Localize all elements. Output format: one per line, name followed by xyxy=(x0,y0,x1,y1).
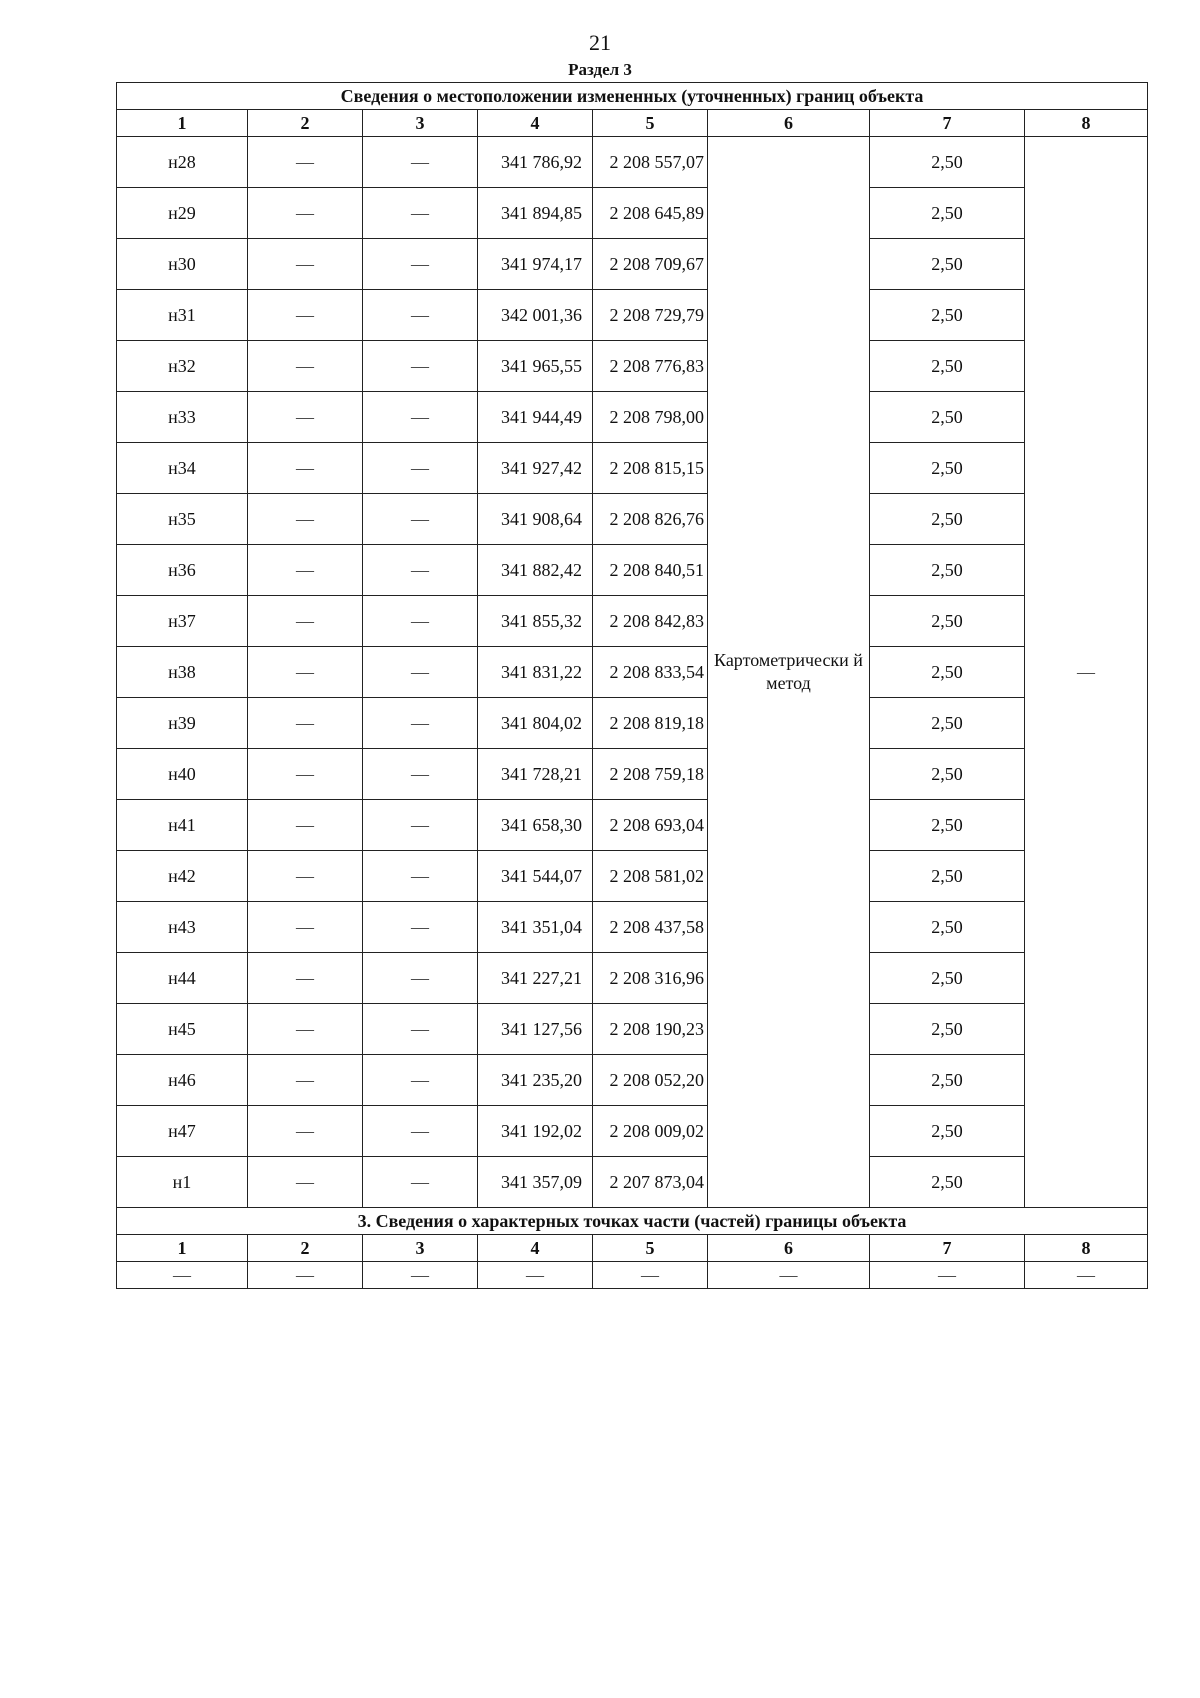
x-coordinate-cell: 341 831,22 xyxy=(478,647,593,698)
accuracy-cell: 2,50 xyxy=(870,902,1025,953)
table-row xyxy=(117,953,1148,1004)
point-name-cell: н1 xyxy=(117,1157,248,1208)
point-name-cell: н44 xyxy=(117,953,248,1004)
accuracy-cell: 2,50 xyxy=(870,1106,1025,1157)
col3-cell: — xyxy=(363,851,478,902)
table-title: Сведения о местоположении измененных (уточненных) границ объекта xyxy=(117,83,1148,110)
accuracy-cell: 2,50 xyxy=(870,290,1025,341)
y-coordinate-cell: 2 208 833,54 xyxy=(593,647,708,698)
accuracy-cell: 2,50 xyxy=(870,443,1025,494)
table-row xyxy=(117,698,1148,749)
point-name-cell: н33 xyxy=(117,392,248,443)
subsection-cell: — xyxy=(478,1262,593,1289)
col2-cell: — xyxy=(248,953,363,1004)
y-coordinate-cell: 2 208 693,04 xyxy=(593,800,708,851)
y-coordinate-cell: 2 208 709,67 xyxy=(593,239,708,290)
column-header: 2 xyxy=(248,110,363,137)
col3-cell: — xyxy=(363,800,478,851)
y-coordinate-cell: 2 207 873,04 xyxy=(593,1157,708,1208)
column-header: 7 xyxy=(870,110,1025,137)
column-header: 4 xyxy=(478,110,593,137)
table-row xyxy=(117,188,1148,239)
col8-cell: — xyxy=(1025,137,1148,1208)
method-cell: Картометрически й метод xyxy=(708,137,870,1208)
table-row xyxy=(117,1055,1148,1106)
page-number: 21 xyxy=(589,30,611,55)
point-name-cell: н38 xyxy=(117,647,248,698)
subsection-cell: — xyxy=(117,1262,248,1289)
subsection-column-header: 6 xyxy=(708,1235,870,1262)
x-coordinate-cell: 341 235,20 xyxy=(478,1055,593,1106)
accuracy-cell: 2,50 xyxy=(870,1157,1025,1208)
point-name-cell: н35 xyxy=(117,494,248,545)
table-title-row xyxy=(117,83,1148,110)
col3-cell: — xyxy=(363,1157,478,1208)
x-coordinate-cell: 341 894,85 xyxy=(478,188,593,239)
subsection-row xyxy=(117,1262,1148,1289)
col3-cell: — xyxy=(363,749,478,800)
col2-cell: — xyxy=(248,137,363,188)
x-coordinate-cell: 342 001,36 xyxy=(478,290,593,341)
accuracy-cell: 2,50 xyxy=(870,596,1025,647)
col2-cell: — xyxy=(248,392,363,443)
col3-cell: — xyxy=(363,290,478,341)
point-name-cell: н32 xyxy=(117,341,248,392)
x-coordinate-cell: 341 786,92 xyxy=(478,137,593,188)
accuracy-cell: 2,50 xyxy=(870,749,1025,800)
col2-cell: — xyxy=(248,1004,363,1055)
point-name-cell: н42 xyxy=(117,851,248,902)
table-row xyxy=(117,851,1148,902)
y-coordinate-cell: 2 208 819,18 xyxy=(593,698,708,749)
col2-cell: — xyxy=(248,443,363,494)
y-coordinate-cell: 2 208 437,58 xyxy=(593,902,708,953)
point-name-cell: н47 xyxy=(117,1106,248,1157)
col3-cell: — xyxy=(363,188,478,239)
subsection-title-row xyxy=(117,1208,1148,1235)
col2-cell: — xyxy=(248,1055,363,1106)
column-header: 6 xyxy=(708,110,870,137)
x-coordinate-cell: 341 944,49 xyxy=(478,392,593,443)
col2-cell: — xyxy=(248,1157,363,1208)
accuracy-cell: 2,50 xyxy=(870,392,1025,443)
subsection-cell: — xyxy=(248,1262,363,1289)
x-coordinate-cell: 341 357,09 xyxy=(478,1157,593,1208)
x-coordinate-cell: 341 908,64 xyxy=(478,494,593,545)
point-name-cell: н40 xyxy=(117,749,248,800)
column-header: 5 xyxy=(593,110,708,137)
col3-cell: — xyxy=(363,1004,478,1055)
col3-cell: — xyxy=(363,545,478,596)
col2-cell: — xyxy=(248,749,363,800)
subsection-column-header: 8 xyxy=(1025,1235,1148,1262)
col2-cell: — xyxy=(248,698,363,749)
subsection-column-header: 7 xyxy=(870,1235,1025,1262)
accuracy-cell: 2,50 xyxy=(870,1055,1025,1106)
table-row xyxy=(117,239,1148,290)
col3-cell: — xyxy=(363,698,478,749)
x-coordinate-cell: 341 804,02 xyxy=(478,698,593,749)
y-coordinate-cell: 2 208 826,76 xyxy=(593,494,708,545)
col2-cell: — xyxy=(248,596,363,647)
col2-cell: — xyxy=(248,290,363,341)
accuracy-cell: 2,50 xyxy=(870,137,1025,188)
x-coordinate-cell: 341 544,07 xyxy=(478,851,593,902)
table-row xyxy=(117,290,1148,341)
col3-cell: — xyxy=(363,239,478,290)
subsection-cell: — xyxy=(870,1262,1025,1289)
point-name-cell: н39 xyxy=(117,698,248,749)
column-header: 8 xyxy=(1025,110,1148,137)
x-coordinate-cell: 341 965,55 xyxy=(478,341,593,392)
table-row xyxy=(117,137,1148,188)
column-header-row xyxy=(117,110,1148,137)
col3-cell: — xyxy=(363,1106,478,1157)
col3-cell: — xyxy=(363,443,478,494)
table-row xyxy=(117,545,1148,596)
column-header: 3 xyxy=(363,110,478,137)
x-coordinate-cell: 341 882,42 xyxy=(478,545,593,596)
table-row xyxy=(117,1004,1148,1055)
subsection-column-header: 5 xyxy=(593,1235,708,1262)
x-coordinate-cell: 341 855,32 xyxy=(478,596,593,647)
table-row xyxy=(117,596,1148,647)
subsection-column-header: 4 xyxy=(478,1235,593,1262)
col3-cell: — xyxy=(363,1055,478,1106)
accuracy-cell: 2,50 xyxy=(870,545,1025,596)
accuracy-cell: 2,50 xyxy=(870,239,1025,290)
col3-cell: — xyxy=(363,596,478,647)
y-coordinate-cell: 2 208 645,89 xyxy=(593,188,708,239)
col2-cell: — xyxy=(248,545,363,596)
col3-cell: — xyxy=(363,494,478,545)
subsection-header-row xyxy=(117,1235,1148,1262)
y-coordinate-cell: 2 208 052,20 xyxy=(593,1055,708,1106)
point-name-cell: н29 xyxy=(117,188,248,239)
x-coordinate-cell: 341 227,21 xyxy=(478,953,593,1004)
table-row xyxy=(117,647,1148,698)
table-row xyxy=(117,1157,1148,1208)
accuracy-cell: 2,50 xyxy=(870,851,1025,902)
y-coordinate-cell: 2 208 759,18 xyxy=(593,749,708,800)
point-name-cell: н46 xyxy=(117,1055,248,1106)
point-name-cell: н28 xyxy=(117,137,248,188)
accuracy-cell: 2,50 xyxy=(870,341,1025,392)
col2-cell: — xyxy=(248,647,363,698)
subsection-cell: — xyxy=(363,1262,478,1289)
accuracy-cell: 2,50 xyxy=(870,494,1025,545)
table-row xyxy=(117,1106,1148,1157)
y-coordinate-cell: 2 208 316,96 xyxy=(593,953,708,1004)
accuracy-cell: 2,50 xyxy=(870,800,1025,851)
point-name-cell: н31 xyxy=(117,290,248,341)
col3-cell: — xyxy=(363,392,478,443)
accuracy-cell: 2,50 xyxy=(870,953,1025,1004)
accuracy-cell: 2,50 xyxy=(870,188,1025,239)
x-coordinate-cell: 341 127,56 xyxy=(478,1004,593,1055)
table-body xyxy=(117,83,1148,1289)
x-coordinate-cell: 341 351,04 xyxy=(478,902,593,953)
y-coordinate-cell: 2 208 190,23 xyxy=(593,1004,708,1055)
section-title: Раздел 3 xyxy=(568,60,632,79)
col3-cell: — xyxy=(363,647,478,698)
y-coordinate-cell: 2 208 815,15 xyxy=(593,443,708,494)
table-row xyxy=(117,341,1148,392)
table-row xyxy=(117,392,1148,443)
y-coordinate-cell: 2 208 798,00 xyxy=(593,392,708,443)
accuracy-cell: 2,50 xyxy=(870,647,1025,698)
col2-cell: — xyxy=(248,800,363,851)
accuracy-cell: 2,50 xyxy=(870,1004,1025,1055)
col2-cell: — xyxy=(248,341,363,392)
point-name-cell: н34 xyxy=(117,443,248,494)
y-coordinate-cell: 2 208 581,02 xyxy=(593,851,708,902)
col2-cell: — xyxy=(248,902,363,953)
accuracy-cell: 2,50 xyxy=(870,698,1025,749)
table-row xyxy=(117,443,1148,494)
col2-cell: — xyxy=(248,851,363,902)
boundary-points-table xyxy=(116,82,1148,1289)
col3-cell: — xyxy=(363,137,478,188)
x-coordinate-cell: 341 974,17 xyxy=(478,239,593,290)
subsection-cell: — xyxy=(1025,1262,1148,1289)
point-name-cell: н30 xyxy=(117,239,248,290)
subsection-column-header: 3 xyxy=(363,1235,478,1262)
table-row xyxy=(117,494,1148,545)
y-coordinate-cell: 2 208 776,83 xyxy=(593,341,708,392)
y-coordinate-cell: 2 208 842,83 xyxy=(593,596,708,647)
y-coordinate-cell: 2 208 729,79 xyxy=(593,290,708,341)
point-name-cell: н37 xyxy=(117,596,248,647)
col2-cell: — xyxy=(248,239,363,290)
col3-cell: — xyxy=(363,902,478,953)
col2-cell: — xyxy=(248,494,363,545)
column-header: 1 xyxy=(117,110,248,137)
col2-cell: — xyxy=(248,1106,363,1157)
subsection-cell: — xyxy=(593,1262,708,1289)
point-name-cell: н43 xyxy=(117,902,248,953)
point-name-cell: н45 xyxy=(117,1004,248,1055)
table-row xyxy=(117,749,1148,800)
x-coordinate-cell: 341 728,21 xyxy=(478,749,593,800)
table-row xyxy=(117,800,1148,851)
point-name-cell: н41 xyxy=(117,800,248,851)
subsection-title: 3. Сведения о характерных точках части (частей) границы объекта xyxy=(117,1208,1148,1235)
y-coordinate-cell: 2 208 009,02 xyxy=(593,1106,708,1157)
x-coordinate-cell: 341 658,30 xyxy=(478,800,593,851)
x-coordinate-cell: 341 192,02 xyxy=(478,1106,593,1157)
col2-cell: — xyxy=(248,188,363,239)
x-coordinate-cell: 341 927,42 xyxy=(478,443,593,494)
col3-cell: — xyxy=(363,341,478,392)
col3-cell: — xyxy=(363,953,478,1004)
subsection-cell: — xyxy=(708,1262,870,1289)
point-name-cell: н36 xyxy=(117,545,248,596)
table-row xyxy=(117,902,1148,953)
subsection-column-header: 2 xyxy=(248,1235,363,1262)
y-coordinate-cell: 2 208 557,07 xyxy=(593,137,708,188)
subsection-column-header: 1 xyxy=(117,1235,248,1262)
y-coordinate-cell: 2 208 840,51 xyxy=(593,545,708,596)
